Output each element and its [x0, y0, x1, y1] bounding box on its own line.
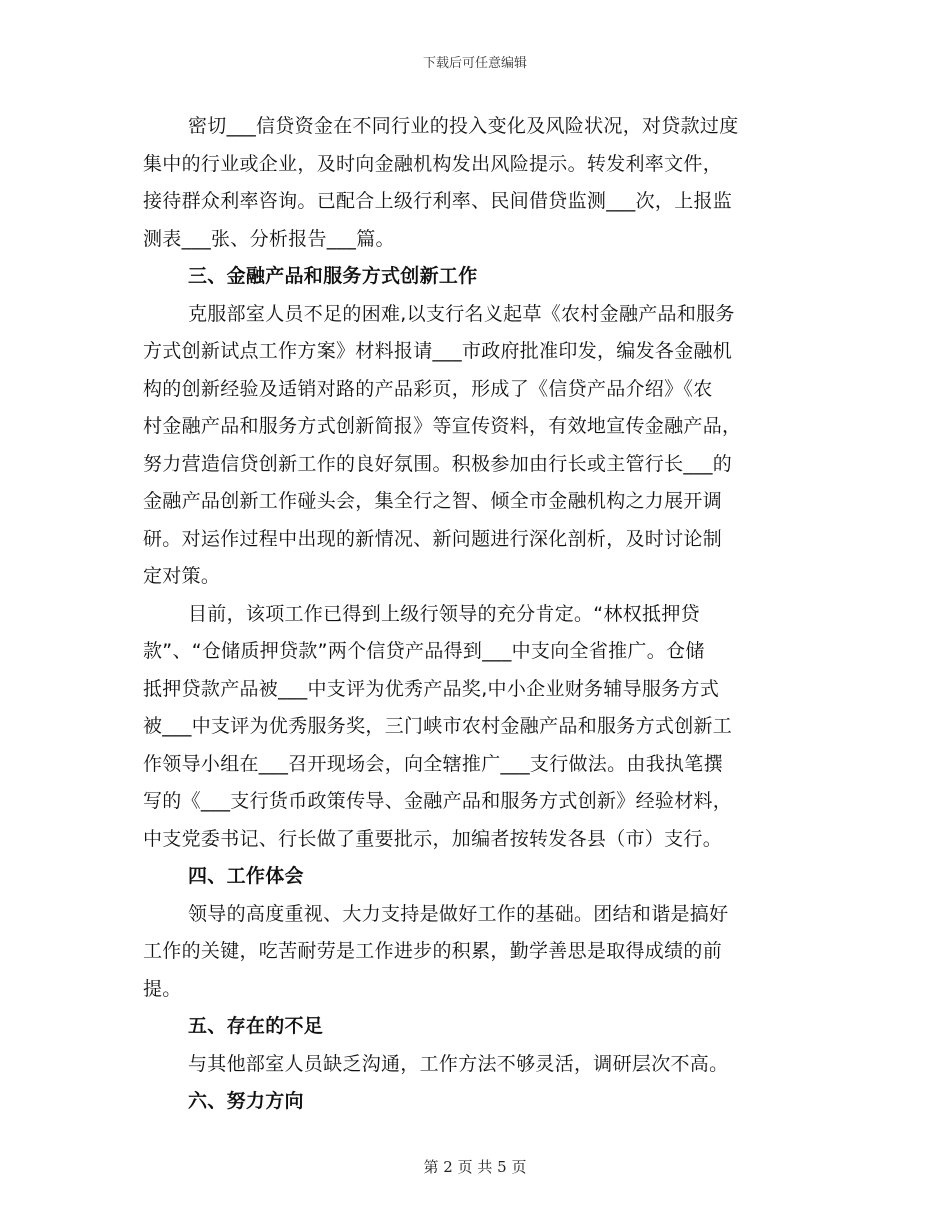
paragraph-line: 密切___信贷资金在不同行业的投入变化及风险状况，对贷款过度 — [188, 115, 739, 137]
paragraph-line: 工作的关键，吃苦耐劳是工作进步的积累，勤学善思是取得成绩的前 — [143, 940, 723, 962]
section-heading-4: 四、工作体会 — [188, 865, 304, 887]
paragraph-line: 被___中支评为优秀服务奖，三门峡市农村金融产品和服务方式创新工 — [143, 715, 733, 737]
paragraph-line: 与其他部室人员缺乏沟通，工作方法不够灵活，调研层次不高。 — [188, 1052, 729, 1075]
paragraph-line: 研。对运作过程中出现的新情况、新问题进行深化剖析，及时讨论制 — [143, 527, 723, 550]
paragraph-line: 作领导小组在___召开现场会，向全辖推广___支行做法。由我执笔撰 — [143, 752, 723, 775]
paragraph-line: 中支党委书记、行长做了重要批示，加编者按转发各县（市）支行。 — [143, 827, 723, 850]
paragraph-line: 构的创新经验及适销对路的产品彩页，形成了《信贷产品介绍》《农 — [143, 377, 713, 400]
paragraph-line: 集中的行业或企业，及时向金融机构发出风险提示。转发利率文件， — [143, 152, 723, 175]
section-heading-6: 六、努力方向 — [188, 1090, 304, 1112]
paragraph-line: 村金融产品和服务方式创新简报》等宣传资料，有效地宣传金融产品， — [143, 415, 742, 437]
page-indicator: 第 2 页 共 5 页 — [423, 1158, 527, 1176]
paragraph-line: 接待群众利率咨询。已配合上级行利率、民间借贷监测___次，上报监 — [143, 190, 733, 212]
paragraph-line: 款”、“仓储质押贷款”两个信贷产品得到___中支向全省推广。仓储 — [143, 640, 705, 662]
section-heading-5: 五、存在的不足 — [188, 1015, 324, 1037]
document-body — [143, 108, 808, 1121]
paragraph-line: 努力营造信贷创新工作的良好氛围。积极参加由行长或主管行长___的 — [143, 452, 733, 475]
paragraph-line: 金融产品创新工作碰头会，集全行之智、倾全市金融机构之力展开调 — [143, 490, 723, 512]
paragraph-line: 克服部室人员不足的困难,以支行名义起草《农村金融产品和服务 — [188, 302, 735, 325]
paragraph-line: 目前，该项工作已得到上级行领导的充分肯定。“林权抵押贷 — [188, 602, 700, 625]
section-heading-3: 三、金融产品和服务方式创新工作 — [188, 265, 478, 287]
paragraph-line: 提。 — [143, 977, 182, 1000]
paragraph-line: 抵押贷款产品被___中支评为优秀产品奖,中小企业财务辅导服务方式 — [143, 677, 720, 700]
paragraph-line: 定对策。 — [143, 565, 221, 587]
paragraph-line: 领导的高度重视、大力支持是做好工作的基础。团结和谐是搞好 — [188, 902, 729, 925]
paragraph-line: 写的《___支行货币政策传导、金融产品和服务方式创新》经验材料， — [143, 790, 733, 812]
header-note: 下载后可任意编辑 — [422, 56, 527, 71]
paragraph-line: 方式创新试点工作方案》材料报请___市政府批准印发，编发各金融机 — [143, 340, 733, 362]
paragraph-line: 测表___张、分析报告___篇。 — [143, 227, 395, 250]
